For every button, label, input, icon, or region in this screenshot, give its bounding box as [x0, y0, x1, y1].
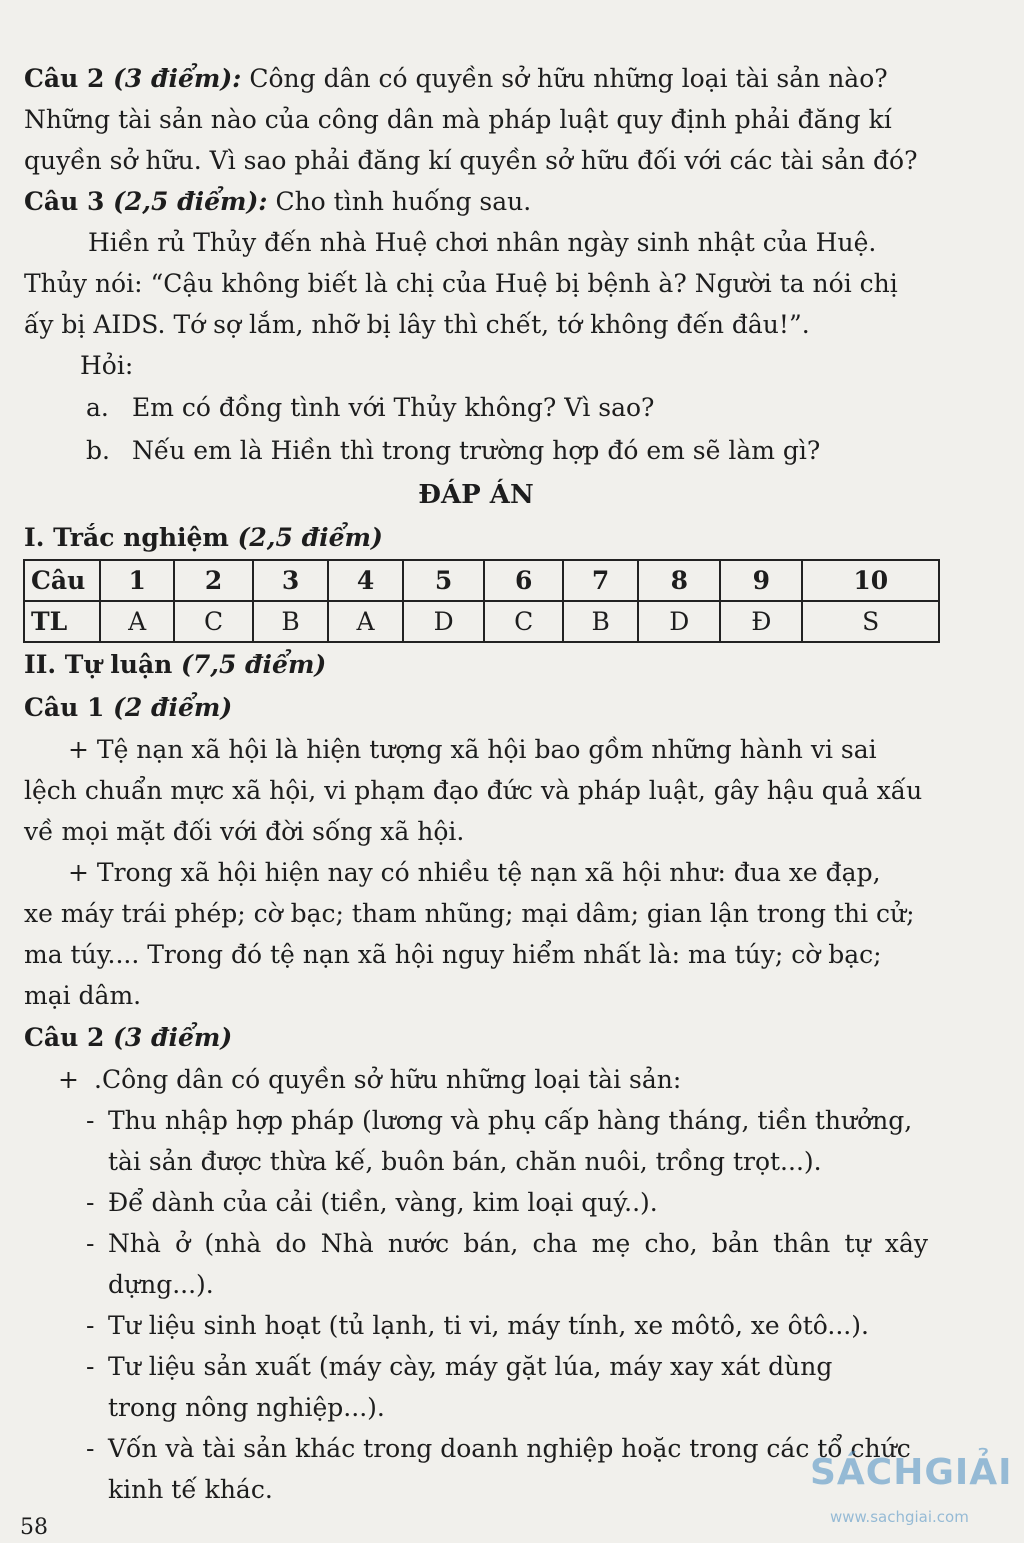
q3-item-a-label: a.: [86, 393, 109, 422]
answer-table-cell: 6: [484, 560, 562, 601]
q3-para-3: ấy bị AIDS. Tớ sợ lắm, nhỡ bị lây thì chết, tớ không đến đâu!”.: [24, 310, 810, 339]
c1-points: (2 điểm): [104, 693, 233, 722]
c2-item-6-line-1: Vốn và tài sản khác trong doanh nghiệp hoặc trong các tổ chức: [108, 1434, 911, 1463]
c2-item-1: [24, 1100, 928, 1182]
answer-table-cell: 7: [563, 560, 639, 601]
c2-item-6-text: [108, 1428, 928, 1510]
c2-item-1-text: [108, 1100, 928, 1182]
answer-table-cell: 9: [720, 560, 802, 601]
answer-table-cell: A: [100, 601, 174, 642]
c2-points: (3 điểm): [104, 1023, 233, 1052]
part1-points: (2,5 điểm): [228, 523, 383, 552]
c2-heading: [24, 1016, 928, 1059]
c2-item-3: [24, 1223, 928, 1305]
q3-item-a-text: Em có đồng tình với Thủy không? Vì sao?: [132, 393, 655, 422]
answer-table-cell: Đ: [720, 601, 802, 642]
answer-table-row-question: [24, 560, 939, 601]
watermark: [810, 1440, 1013, 1530]
part1-heading: [24, 516, 928, 559]
answer-table-cell: 2: [174, 560, 252, 601]
c1-p2-line-3: ma túy.... Trong đó tệ nạn xã hội nguy hiểm nhất là: ma túy; cờ bạc;: [24, 940, 882, 969]
answer-table-cell: B: [563, 601, 639, 642]
c2-item-5-line-1: Tư liệu sản xuất (máy cày, máy gặt lúa, máy xay xát dùng: [108, 1352, 833, 1381]
answer-table-cell: S: [802, 601, 939, 642]
answer-table-cell: D: [403, 601, 485, 642]
c2-lead-plus: +: [58, 1065, 79, 1094]
answer-table-cell: D: [638, 601, 720, 642]
answer-table-row-label: TL: [24, 601, 100, 642]
q3-points: (2,5 điểm):: [104, 187, 268, 216]
q3-para-2: Thủy nói: “Cậu không biết là chị của Huệ bị bệnh à? Người ta nói chị: [24, 269, 898, 298]
answer-table-cell: 8: [638, 560, 720, 601]
part2-heading: [24, 643, 928, 686]
dash-marker: -: [86, 1188, 95, 1217]
answer-table: [23, 559, 940, 643]
answer-table-cell: 5: [403, 560, 485, 601]
dash-marker: -: [86, 1352, 95, 1381]
q3-item-b-text: Nếu em là Hiền thì trong trường hợp đó em sẽ làm gì?: [132, 436, 821, 465]
c2-label: Câu 2: [24, 1023, 105, 1052]
c2-lead-text: .Công dân có quyền sở hữu những loại tài sản:: [94, 1065, 682, 1094]
q3-label: Câu 3: [24, 187, 105, 216]
c1-p1-line-1: + Tệ nạn xã hội là hiện tượng xã hội bao gồm những hành vi sai: [68, 735, 877, 764]
c1-heading: [24, 686, 928, 729]
dash-marker: -: [86, 1311, 95, 1340]
c1-p2-line-4: mại dâm.: [24, 981, 142, 1010]
q2-points: (3 điểm):: [104, 64, 242, 93]
q3-item-b: [24, 429, 928, 472]
q3-para-1: Hiền rủ Thủy đến nhà Huệ chơi nhân ngày sinh nhật của Huệ.: [88, 228, 877, 257]
answer-table-cell: 10: [802, 560, 939, 601]
page-content: [24, 58, 928, 1510]
c1-p2-line-1: + Trong xã hội hiện nay có nhiều tệ nạn xã hội như: đua xe đạp,: [68, 858, 881, 887]
answer-table-cell: A: [328, 601, 402, 642]
dash-marker: -: [86, 1434, 95, 1463]
c2-item-5-text: [108, 1346, 928, 1428]
q3-heading: [24, 181, 928, 222]
c1-label: Câu 1: [24, 693, 105, 722]
c2-item-4-text: Tư liệu sinh hoạt (tủ lạnh, ti vi, máy tính, xe môtô, xe ôtô...).: [108, 1311, 869, 1340]
c2-item-3-text: Nhà ở (nhà do Nhà nước bán, cha mẹ cho, bản thân tự xây dựng...).: [108, 1229, 928, 1299]
watermark-url: www.sachgiai.com: [830, 1508, 969, 1526]
answer-table-cell: 1: [100, 560, 174, 601]
q2-line-2: Những tài sản nào của công dân mà pháp luật quy định phải đăng kí: [24, 105, 892, 134]
c1-p1-line-2: lệch chuẩn mực xã hội, vi phạm đạo đức và pháp luật, gây hậu quả xấu: [24, 776, 923, 805]
c2-item-5-line-2: trong nông nghiệp...).: [108, 1393, 385, 1422]
answer-table-cell: C: [174, 601, 252, 642]
q2-label: Câu 2: [24, 64, 105, 93]
dash-marker: -: [86, 1106, 95, 1135]
answer-title: ĐÁP ÁN: [418, 480, 534, 510]
q2-line-1: [24, 58, 928, 99]
q3-item-b-label: b.: [86, 436, 110, 465]
c2-item-6-line-2: kinh tế khác.: [108, 1475, 273, 1504]
answer-table-row-label: Câu: [24, 560, 100, 601]
c2-item-1-line-1: Thu nhập hợp pháp (lương và phụ cấp hàng tháng, tiền thưởng,: [108, 1106, 913, 1135]
c1-p2-line-2: xe máy trái phép; cờ bạc; tham nhũng; mại dâm; gian lận trong thi cử;: [24, 899, 915, 928]
q3-ask: Hỏi:: [80, 351, 134, 380]
page-number: 58: [20, 1515, 48, 1540]
answer-table-cell: B: [253, 601, 329, 642]
c2-item-1-line-2: tài sản được thừa kế, buôn bán, chăn nuôi, trồng trọt...).: [108, 1147, 822, 1176]
q3-intro: Cho tình huống sau.: [267, 187, 532, 216]
c2-item-2: [24, 1182, 928, 1223]
part2-title: II. Tự luận: [24, 650, 173, 679]
answer-table-cell: 3: [253, 560, 329, 601]
dash-marker: -: [86, 1229, 95, 1258]
c2-item-4: [24, 1305, 928, 1346]
q2-line-3: quyền sở hữu. Vì sao phải đăng kí quyền sở hữu đối với các tài sản đó?: [24, 146, 918, 175]
q2-text-1: Công dân có quyền sở hữu những loại tài sản nào?: [241, 64, 888, 93]
c2-lead: [24, 1059, 928, 1100]
c2-item-2-text: Để dành của cải (tiền, vàng, kim loại quý..).: [108, 1188, 658, 1217]
c2-item-6: [24, 1428, 928, 1510]
part2-points: (7,5 điểm): [172, 650, 327, 679]
answer-table-row-answer: [24, 601, 939, 642]
answer-table-cell: C: [484, 601, 562, 642]
c2-item-5: [24, 1346, 928, 1428]
part1-title: I. Trắc nghiệm: [24, 523, 229, 552]
watermark-logo: SÁCHGIẢI: [810, 1452, 1013, 1493]
q3-item-a: [24, 386, 928, 429]
c1-p1-line-3: về mọi mặt đối với đời sống xã hội.: [24, 817, 465, 846]
answer-table-cell: 4: [328, 560, 402, 601]
